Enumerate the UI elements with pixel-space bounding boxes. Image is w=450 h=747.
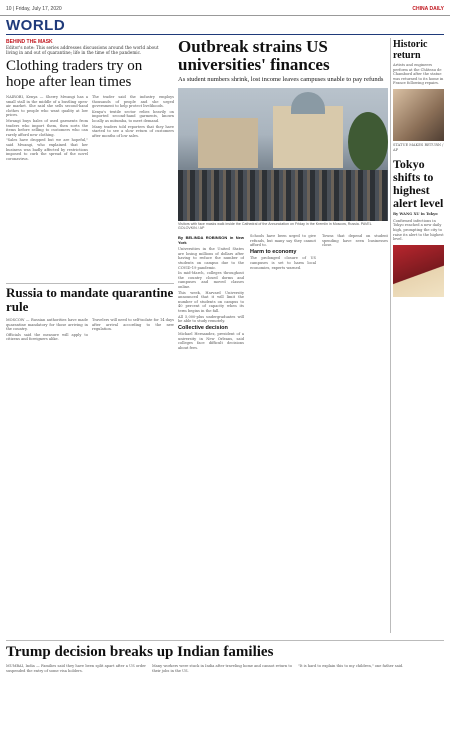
paragraph: Schools have been urged to give refunds, but many say they cannot afford to.: [250, 234, 316, 248]
tree-shape: [348, 112, 388, 172]
article-russia-col1: [6, 318, 88, 638]
divider: [6, 640, 444, 641]
subhead-harm: Harm to economy: [250, 248, 297, 255]
article-trump-col1: [6, 664, 146, 744]
chambord-photo: [393, 89, 444, 141]
paragraph: All 5,000-plus undergraduates will be able to study remotely.: [178, 314, 244, 324]
paragraph: Many traders told reporters that they have started to see a slow return of customers after months of low sales.: [92, 124, 174, 138]
article-outbreak-col3: [322, 234, 388, 632]
editors-note: Editor's note: This series addresses discussions around the world about living in and out of quarantine; life in the time of the pandemic.: [6, 45, 159, 56]
tokyo-title: Tokyo shifts to highest alert level: [393, 157, 444, 211]
paragraph: Michael Hernandez, president of a university in New Orleans, said colleges face difficult decisions about fees.: [178, 332, 244, 351]
headline-trump: Trump decision breaks up Indian families: [6, 644, 274, 660]
historic-title: Historic return: [393, 39, 428, 61]
byline: By BELINDA ROBINSON in New York: [178, 235, 244, 245]
headline-outbreak: Outbreak strains US universities' finances: [178, 37, 330, 74]
article-outbreak-col1: [178, 234, 244, 632]
paragraph: MOSCOW — Russian authorities have made quarantine mandatory for those arriving in the country.: [6, 318, 88, 332]
tokyo-body: Confirmed infections in Tokyo reached a new daily high, prompting the city to raise its alert to the highest level.: [393, 218, 444, 242]
tokyo-photo: [393, 245, 444, 297]
kicker-behind-the-mask: BEHIND THE MASK: [6, 39, 53, 45]
article-russia-col2: [92, 318, 174, 638]
paragraph: Officials said the measure will apply to citizens and foreigners alike.: [6, 332, 88, 342]
paragraph: "Sales have dropped but we are hopeful," said Mwangi, who explained that her business was badly affected by restrictions imposed to curb the spread of the novel coronavirus.: [6, 138, 88, 161]
article-outbreak-col2: [250, 234, 316, 632]
section-rule: [6, 34, 444, 35]
paragraph: Kenya's textile sector relies heavily on imported second-hand garments, known locally as mitumba, to meet demand.: [92, 109, 174, 123]
building-shape: [198, 118, 258, 168]
page-info: 10 | Friday, July 17, 2020: [6, 6, 62, 12]
paragraph: "It is hard to explain this to my children," one father said.: [298, 664, 404, 668]
subhead-collective: Collective decision: [178, 324, 228, 331]
paragraph: This week, Harvard University announced that it will limit the number of students on campus to 40 percent of capacity when its term begins in the fall.: [178, 290, 244, 313]
divider: [6, 283, 174, 284]
crowd-shape: [178, 170, 388, 221]
paragraph: Universities in the United States are losing millions of dollars after having to reduce the number of students on campus due to the COVID-19 pandemic.: [178, 247, 244, 270]
article-clothing-col1: [6, 95, 88, 280]
sidebar: [393, 39, 444, 297]
article-trump-col2: [152, 664, 292, 744]
page-header: [0, 0, 450, 16]
paragraph: The prolonged closure of US campuses is set to harm local economies, experts warned.: [250, 256, 316, 270]
paragraph: Travelers will need to self-isolate for 14 days after arrival according to the new regulation.: [92, 318, 174, 332]
historic-caption: STATUE MAKES RETURN / AP: [393, 142, 444, 152]
headline-russia: Russia to mandate quarantine rule: [6, 285, 174, 314]
paragraph: In mid-March, colleges throughout the country closed dorms and campuses and moved classes online.: [178, 271, 244, 289]
photo-caption: Visitors with face masks walk inside the Cathedral of the Annunciation on Friday in the Kremlin in Moscow, Russia. PAVEL GOLOVKIN / AP: [178, 222, 372, 231]
section-title: WORLD: [6, 17, 66, 34]
article-clothing-col2: [92, 95, 174, 280]
tokyo-byline: By WANG XU in Tokyo: [393, 212, 438, 217]
paper-name: CHINA DAILY: [412, 6, 444, 12]
cathedral-shape: [273, 106, 343, 168]
kremlin-photo: [178, 88, 388, 221]
dome-shape: [291, 92, 325, 114]
paragraph: Many workers were stuck in India after traveling home and cannot return to their jobs in the US.: [152, 664, 292, 673]
deck-outbreak: As student numbers shrink, lost income leaves campuses unable to pay refunds: [178, 76, 384, 83]
vertical-divider: [390, 38, 391, 633]
paragraph: NAIROBI, Kenya — Sherry Mwangi has a small stall in the middle of a bustling open-air market. She said she sells second-hand clothes to people who want quality at low prices.: [6, 95, 88, 118]
historic-body: Artists and engineers perform at the Château de Chambord after the statue was returned to its home in France following repairs.: [393, 63, 444, 86]
headline-clothing: Clothing traders try on hope after lean times: [6, 58, 143, 90]
paragraph: MUMBAI, India — Families said they have been split apart after a US order suspended the entry of some visa holders.: [6, 664, 146, 673]
paragraph: Towns that depend on student spending have seen businesses close.: [322, 234, 388, 248]
article-trump-col3: [298, 664, 444, 744]
paragraph: Mwangi buys bales of used garments from traders who import them, then sorts the items before selling to customers who can rarely afford new clothing.: [6, 118, 88, 137]
paragraph: The trader said the industry employs thousands of people and she urged government to help protect livelihoods.: [92, 95, 174, 109]
